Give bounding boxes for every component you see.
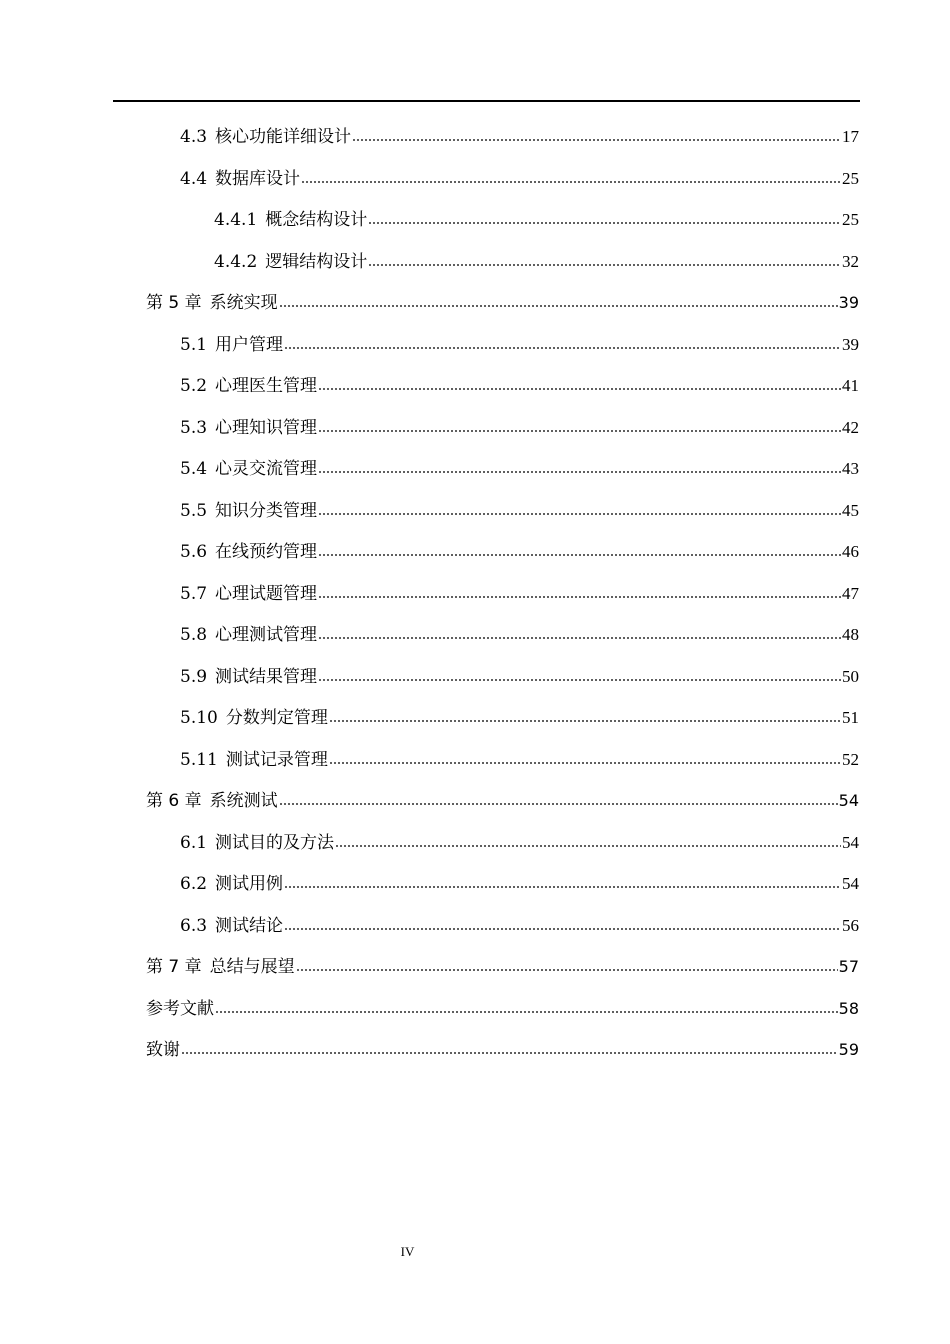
toc-entry-number: 4.4 — [180, 168, 208, 189]
toc-entry-page: 58 — [838, 998, 859, 1018]
toc-entry[interactable] — [214, 203, 859, 231]
toc-leader-dots — [352, 138, 841, 142]
toc-entry-number: 5.1 — [180, 334, 208, 355]
toc-entry[interactable] — [214, 245, 859, 273]
toc-leader-dots — [329, 719, 841, 723]
toc-entry-title: 总结与展望 — [209, 957, 295, 977]
toc-entry-page: 47 — [842, 583, 859, 603]
toc-entry-title: 参考文献 — [146, 998, 214, 1019]
toc-leader-dots — [318, 553, 841, 557]
toc-entry-page: 59 — [838, 1040, 859, 1059]
toc-entry-page: 25 — [842, 210, 859, 229]
toc-entry-number: 5.9 — [180, 666, 208, 687]
toc-entry-number: 6.1 — [180, 832, 208, 853]
toc-leader-dots — [284, 346, 841, 350]
toc-entry-page: 54 — [842, 874, 859, 893]
toc-entry-page: 56 — [842, 915, 859, 935]
toc-entry-page: 43 — [842, 459, 859, 478]
toc-leader-dots — [284, 885, 841, 889]
toc-leader-dots — [335, 844, 841, 848]
toc-entry-page: 39 — [842, 334, 859, 354]
toc-entry[interactable] — [180, 162, 859, 190]
toc-entry[interactable] — [180, 411, 859, 439]
toc-leader-dots — [318, 512, 841, 516]
toc-entry-title: 数据库设计 — [215, 168, 301, 189]
toc-leader-dots — [279, 304, 838, 308]
toc-entry-page: 25 — [842, 168, 859, 188]
toc-entry-page: 57 — [838, 957, 859, 976]
toc-entry-number: 5.7 — [180, 583, 208, 604]
toc-entry[interactable] — [146, 992, 859, 1020]
toc-entry-title: 致谢 — [146, 1040, 180, 1060]
toc-leader-dots — [215, 1010, 838, 1014]
toc-entry-page: 51 — [842, 708, 859, 727]
toc-entry[interactable] — [180, 535, 859, 563]
toc-entry-page: 48 — [842, 625, 859, 644]
toc-entry-title: 概念结构设计 — [265, 210, 368, 230]
toc-entry-title: 测试结果管理 — [215, 666, 318, 687]
toc-entry[interactable] — [180, 743, 859, 771]
toc-entry-number: 第 6 章 — [146, 791, 202, 811]
toc-entry[interactable] — [180, 369, 859, 397]
toc-entry[interactable] — [146, 286, 859, 314]
toc-entry-number: 第 7 章 — [146, 957, 202, 977]
toc-entry-title: 心灵交流管理 — [215, 459, 318, 479]
toc-leader-dots — [318, 678, 841, 682]
toc-entry-title: 用户管理 — [215, 334, 284, 355]
toc-entry-page: 45 — [842, 500, 859, 520]
toc-entry-page: 52 — [842, 749, 859, 769]
toc-entry-number: 6.2 — [180, 874, 208, 894]
toc-entry-number: 第 5 章 — [146, 293, 202, 313]
toc-entry[interactable] — [146, 784, 859, 812]
toc-leader-dots — [181, 1051, 838, 1055]
toc-entry-page: 42 — [842, 417, 859, 437]
toc-entry-title: 心理知识管理 — [215, 417, 318, 438]
toc-entry-number: 4.3 — [180, 127, 208, 147]
toc-leader-dots — [318, 387, 841, 391]
toc-entry-number: 5.4 — [180, 459, 208, 479]
toc-leader-dots — [368, 221, 841, 225]
toc-entry[interactable] — [146, 1033, 859, 1061]
toc-entry-page: 17 — [842, 127, 859, 146]
toc-leader-dots — [368, 263, 841, 267]
toc-entry-title: 系统实现 — [209, 293, 278, 313]
toc-entry-number: 6.3 — [180, 915, 208, 936]
toc-entry-page: 32 — [842, 251, 859, 271]
toc-entry-title: 测试目的及方法 — [215, 832, 335, 853]
toc-entry[interactable] — [180, 701, 859, 729]
header-rule — [113, 100, 860, 102]
toc-entry[interactable] — [180, 660, 859, 688]
toc-entry-number: 5.8 — [180, 625, 208, 645]
toc-entry-page: 41 — [842, 376, 859, 395]
toc-leader-dots — [296, 968, 838, 972]
toc-leader-dots — [301, 180, 841, 184]
toc-entry-title: 心理试题管理 — [215, 583, 318, 604]
toc-leader-dots — [329, 761, 841, 765]
toc-entry[interactable] — [180, 494, 859, 522]
page-number: IV — [400, 1244, 415, 1259]
toc-entry-number: 5.3 — [180, 417, 208, 438]
toc-entry-title: 心理医生管理 — [215, 376, 318, 396]
toc-entry-title: 心理测试管理 — [215, 625, 318, 645]
toc-entry-page: 39 — [838, 293, 859, 312]
toc-entry-page: 54 — [842, 832, 859, 852]
toc-leader-dots — [318, 470, 841, 474]
toc-leader-dots — [318, 595, 841, 599]
toc-entry[interactable] — [146, 950, 859, 978]
toc-entry[interactable] — [180, 328, 859, 356]
toc-entry-title: 逻辑结构设计 — [265, 251, 368, 272]
toc-entry-number: 4.4.2 — [214, 251, 258, 272]
toc-entry-title: 核心功能详细设计 — [215, 127, 352, 147]
toc-entry-number: 5.2 — [180, 376, 208, 396]
toc-leader-dots — [284, 927, 841, 931]
toc-entry-title: 知识分类管理 — [215, 500, 318, 521]
toc-entry[interactable] — [180, 452, 859, 480]
toc-entry[interactable] — [180, 120, 859, 148]
toc-entry-number: 5.11 — [180, 749, 218, 770]
toc-entry-page: 50 — [842, 666, 859, 686]
toc-entry-title: 测试用例 — [215, 874, 284, 894]
toc-entry[interactable] — [180, 826, 859, 854]
toc-leader-dots — [318, 429, 841, 433]
toc-entry-number: 5.5 — [180, 500, 208, 521]
toc-entry[interactable] — [180, 618, 859, 646]
toc-entry-title: 分数判定管理 — [225, 708, 328, 728]
toc-entry-number: 5.6 — [180, 542, 208, 562]
toc-entry-page: 46 — [842, 542, 859, 561]
toc-entry-title: 测试记录管理 — [225, 749, 328, 770]
toc-entry-title: 在线预约管理 — [215, 542, 318, 562]
toc-entry-page: 54 — [838, 791, 859, 810]
toc-entry-number: 4.4.1 — [214, 210, 258, 230]
toc-entry-title: 系统测试 — [209, 791, 278, 811]
toc-entry[interactable] — [180, 909, 859, 937]
toc-leader-dots — [318, 636, 841, 640]
toc-entry-number: 5.10 — [180, 708, 218, 728]
toc-entry[interactable] — [180, 577, 859, 605]
toc-entry[interactable] — [180, 867, 859, 895]
toc-entry-title: 测试结论 — [215, 915, 284, 936]
toc-leader-dots — [279, 802, 838, 806]
